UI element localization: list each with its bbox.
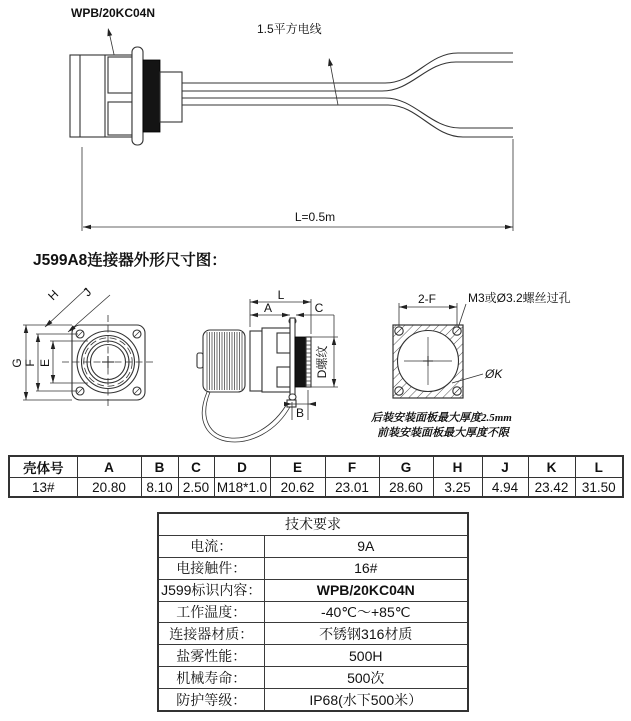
tech-label: 盐雾性能： <box>158 645 264 667</box>
thread-section <box>143 60 160 132</box>
dim-header-l: L <box>575 456 623 478</box>
dim-value-h: 3.25 <box>433 478 482 498</box>
dim-value-c: 2.50 <box>178 478 214 498</box>
tech-label: J599标识内容： <box>158 579 264 601</box>
dim-label-h: H <box>45 287 62 304</box>
cable-assembly-drawing <box>70 6 513 231</box>
tech-label: 工作温度： <box>158 601 264 623</box>
dim-value-k: 23.42 <box>528 478 575 498</box>
tech-label: 连接器材质： <box>158 623 264 645</box>
dim-label-c: C <box>314 301 324 315</box>
tech-value: 16# <box>264 557 468 579</box>
dim-label-2f: 2-F <box>418 292 436 306</box>
dim-value-a: 20.80 <box>77 478 141 498</box>
tech-row-contacts <box>158 557 468 579</box>
wires <box>182 53 513 137</box>
tech-value-marking: WPB/20KC04N <box>264 579 468 601</box>
tech-row-current <box>158 535 468 557</box>
tech-row-temperature <box>158 601 468 623</box>
dim-value-l: 31.50 <box>575 478 623 498</box>
dim-value-b: 8.10 <box>141 478 178 498</box>
technical-requirements-table <box>157 512 469 712</box>
dim-header-e: E <box>270 456 325 478</box>
wire-leader-arrow <box>328 58 333 66</box>
tech-value: IP68(水下500米） <box>264 689 468 711</box>
dim-label-a: A <box>263 301 273 315</box>
tech-row-ip-rating <box>158 689 468 711</box>
tech-label: 电流： <box>158 535 264 557</box>
dim-header-j: J <box>482 456 528 478</box>
dim-header-c: C <box>178 456 214 478</box>
length-dimension <box>82 139 513 231</box>
dim-value-g: 28.60 <box>379 478 433 498</box>
tech-row-marking <box>158 579 468 601</box>
tech-value: 9A <box>264 535 468 557</box>
dimension-table-header-row <box>9 456 623 478</box>
dim-value-e: 20.62 <box>270 478 325 498</box>
tech-row-salt-spray <box>158 645 468 667</box>
dim-label-k: ØK <box>485 367 503 381</box>
tech-label: 防护等级： <box>158 689 264 711</box>
dim-header-b: B <box>141 456 178 478</box>
panel-note-2: 前装安装面板最大厚度不限 <box>377 427 509 439</box>
dim-header-f: F <box>325 456 379 478</box>
tech-value: 不锈钢316材质 <box>264 623 468 645</box>
dim-label-b: B <box>295 406 305 420</box>
cable-length-label: L=0.5m <box>294 210 336 224</box>
dim-header-a: A <box>77 456 141 478</box>
dim-label-l: L <box>277 288 285 302</box>
dim-header-d: D <box>214 456 270 478</box>
panel-cutout-drawing <box>370 290 571 439</box>
dim-header-g: G <box>379 456 433 478</box>
connector-model-label: WPB/20KC04N <box>71 6 156 20</box>
dim-header-h: H <box>433 456 482 478</box>
wire-spec-label: 1.5平方电线 <box>257 22 322 36</box>
dim-value-j: 4.94 <box>482 478 528 498</box>
tech-label: 电接触件： <box>158 557 264 579</box>
dim-value-shell: 13# <box>9 478 77 498</box>
tech-row-mech-life <box>158 667 468 689</box>
tech-label: 机械寿命： <box>158 667 264 689</box>
side-view-drawing <box>197 288 338 442</box>
front-view-drawing <box>10 285 155 409</box>
dim-label-e: E <box>38 358 52 368</box>
panel-note-1: 后装安装面板最大厚度2.5mm <box>371 412 512 424</box>
dim-label-d-thread: D螺纹 <box>315 345 329 379</box>
dim-value-d: M18*1.0 <box>214 478 270 498</box>
tech-title-row <box>158 513 468 535</box>
outline-section-heading: J599A8连接器外形尺寸图： <box>33 252 227 269</box>
connector-leader-arrow <box>107 28 112 36</box>
dim-label-g: G <box>10 358 24 368</box>
dim-value-f: 23.01 <box>325 478 379 498</box>
dim-header-shell: 壳体号 <box>9 456 77 478</box>
tech-value: 500次 <box>264 667 468 689</box>
dimension-table <box>8 455 624 498</box>
cable-connector-drawing <box>70 47 182 145</box>
dim-header-k: K <box>528 456 575 478</box>
tech-value: -40℃～+85℃ <box>264 601 468 623</box>
tech-table-title: 技术要求 <box>158 513 468 535</box>
dim-label-f: F <box>23 359 37 367</box>
tech-value: 500H <box>264 645 468 667</box>
dim-label-j: J <box>80 285 95 300</box>
tech-row-material <box>158 623 468 645</box>
dimension-table-value-row <box>9 478 623 498</box>
thread-section-side <box>295 337 306 387</box>
screw-hole-note: M3或Ø3.2螺丝过孔 <box>468 291 571 305</box>
